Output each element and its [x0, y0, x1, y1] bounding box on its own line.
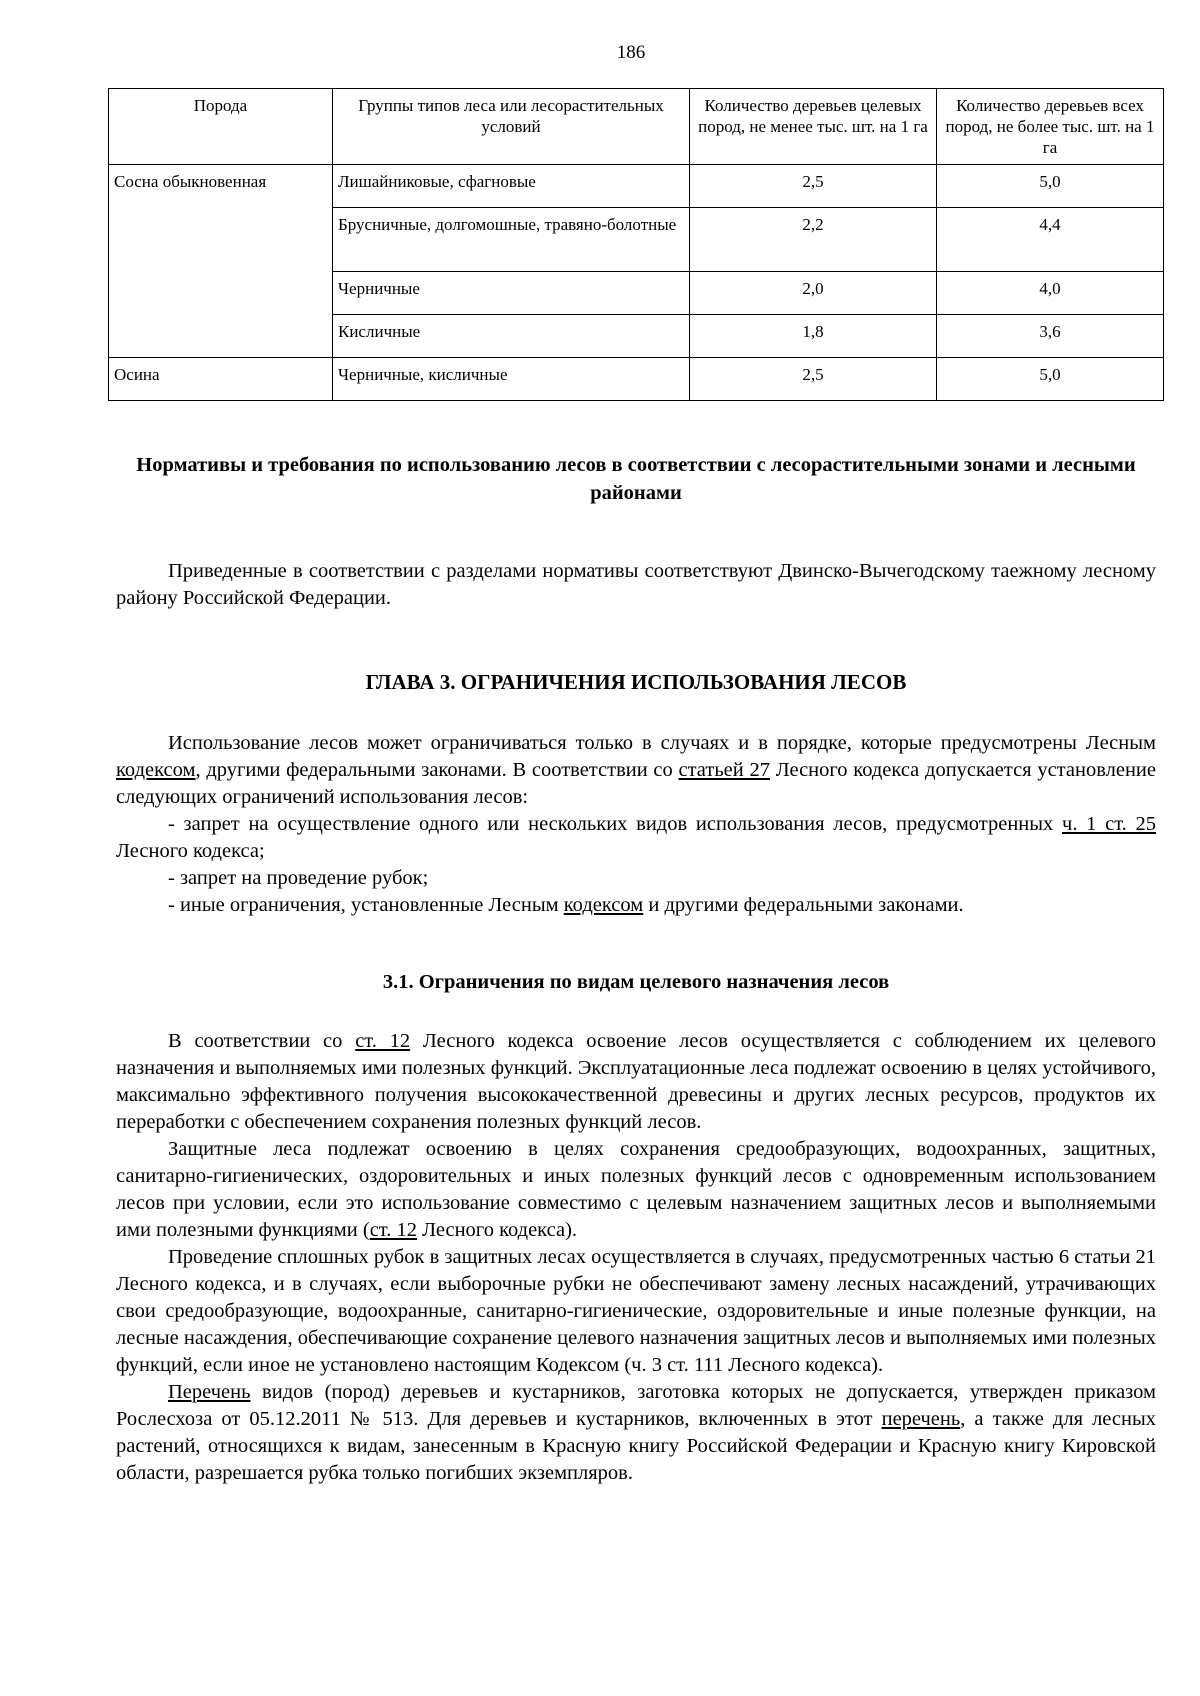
text-run: Использование лесов может ограничиваться только в случаях и в порядке, которые предусмотрены Лесным	[168, 732, 1156, 754]
text-run: , а также для лесных растений, относящихся к видам, занесенным в Красную книгу Российской Федерации и Красную книгу Кировской области, разрешается рубка только погибших экземпляров.	[116, 1408, 1156, 1484]
all-cell: 4,0	[937, 272, 1164, 315]
text-run: Лесного кодекса освоение лесов осуществляется с соблюдением их целевого назначения и выполняемых ими полезных функций. Эксплуатационные леса подлежат освоению в целях устойчивого, максимально эффективного получения высококачественной древесины и других лесных ресурсов, продуктов их переработки с обеспечением сохранения полезных функций лесов.	[116, 1030, 1156, 1133]
chapter-3-body	[116, 730, 1156, 919]
restriction-item-1	[116, 811, 1156, 865]
text-run: - иные ограничения, установленные Лесным	[168, 894, 564, 916]
group-cell: Черничные	[333, 272, 690, 315]
text-run: В соответствии со	[168, 1030, 356, 1052]
article-25-link[interactable]: ч. 1 ст. 25	[1062, 813, 1157, 835]
group-cell: Черничные, кисличные	[333, 358, 690, 401]
target-cell: 2,2	[690, 208, 937, 272]
restriction-item-3	[116, 892, 1156, 919]
all-cell: 4,4	[937, 208, 1164, 272]
group-cell: Кисличные	[333, 315, 690, 358]
section-3-1-paragraph-4	[116, 1379, 1156, 1487]
section-3-1-paragraph-3: Проведение сплошных рубок в защитных лесах осуществляется в случаях, предусмотренных частью 6 статьи 21 Лесного кодекса, и в случаях, если выборочные рубки не обеспечивают замену лесных насаждений, утрачивающих свои средообразующие, водоохранные, санитарно-гигиенические, оздоровительные и иные полезные функции, на лесные насаждения, обеспечивающие сохранение целевого назначения защитных лесов и выполняемых ими полезных функций, если иное не установлено настоящим Кодексом (ч. 3 ст. 111 Лесного кодекса).	[116, 1246, 1156, 1376]
section-3-1-paragraph-2	[116, 1136, 1156, 1244]
text-run: - запрет на осуществление одного или нескольких видов использования лесов, предусмотренных	[168, 813, 1063, 835]
forest-code-link[interactable]: кодексом	[116, 759, 196, 781]
all-cell: 3,6	[937, 315, 1164, 358]
article-12-link[interactable]: ст. 12	[355, 1030, 411, 1052]
text-run: , другими федеральными законами. В соответствии со	[195, 759, 679, 781]
section-3-1-body	[116, 1028, 1156, 1487]
chapter-3-paragraph	[116, 730, 1156, 811]
page-number: 186	[616, 42, 646, 63]
norms-paragraph: Приведенные в соответствии с разделами нормативы соответствуют Двинско-Вычегодскому таежному лесному району Российской Федерации.	[116, 560, 1156, 609]
species-cell: Сосна обыкновенная	[109, 165, 333, 358]
forest-code-link-2[interactable]: кодексом	[563, 894, 644, 916]
text-run: видов (пород) деревьев и кустарников, заготовка которых не допускается, утвержден приказом Рослесхоза от 05.12.2011 № 513. Для деревьев и кустарников, включенных в этот	[116, 1381, 1156, 1430]
all-cell: 5,0	[937, 358, 1164, 401]
section-3-1-title: 3.1. Ограничения по видам целевого назначения лесов	[382, 971, 890, 993]
norms-section-title: Нормативы и требования по использованию лесов в соответствии с лесорастительными зонами и лесными районами	[136, 454, 1136, 504]
target-cell: 2,5	[690, 358, 937, 401]
target-cell: 2,0	[690, 272, 937, 315]
species-cell: Осина	[109, 358, 333, 401]
species-list-link-2[interactable]: перечень	[881, 1408, 961, 1430]
text-run: и другими федеральными законами.	[643, 894, 964, 916]
text-run: Лесного кодекса).	[416, 1219, 578, 1241]
table-row	[109, 358, 1164, 401]
text-run: Лесного кодекса;	[116, 840, 265, 862]
all-cell: 5,0	[937, 165, 1164, 208]
header-all-trees-max: Количество деревьев всех пород, не более тыс. шт. на 1 га	[937, 89, 1164, 165]
chapter-3-title: ГЛАВА 3. ОГРАНИЧЕНИЯ ИСПОЛЬЗОВАНИЯ ЛЕСОВ	[365, 670, 907, 694]
species-list-link[interactable]: Перечень	[168, 1381, 251, 1403]
header-forest-type-group: Группы типов леса или лесорастительных условий	[333, 89, 690, 165]
target-cell: 2,5	[690, 165, 937, 208]
target-cell: 1,8	[690, 315, 937, 358]
text-run: Защитные леса подлежат освоению в целях сохранения средообразующих, водоохранных, защитных, санитарно-гигиенических, оздоровительных и иных полезных функций лесов с одновременным использованием лесов при условии, если это использование совместимо с целевым назначением защитных лесов и выполняемыми ими полезными функциями (	[116, 1138, 1156, 1241]
header-species: Порода	[109, 89, 333, 165]
text-run: Лесного кодекса допускается установление следующих ограничений использования лесов:	[116, 759, 1156, 808]
table-row	[109, 165, 1164, 208]
header-target-trees-min: Количество деревьев целевых пород, не менее тыс. шт. на 1 га	[690, 89, 937, 165]
stand-density-table	[108, 88, 1164, 401]
table-header-row	[109, 89, 1164, 165]
section-3-1-paragraph-1	[116, 1028, 1156, 1136]
article-27-link[interactable]: статьей 27	[678, 759, 770, 781]
group-cell: Брусничные, долгомошные, травяно-болотные	[333, 208, 690, 272]
group-cell: Лишайниковые, сфагновые	[333, 165, 690, 208]
restriction-item-2: - запрет на проведение рубок;	[168, 867, 429, 889]
article-12-link-2[interactable]: ст. 12	[369, 1219, 417, 1241]
